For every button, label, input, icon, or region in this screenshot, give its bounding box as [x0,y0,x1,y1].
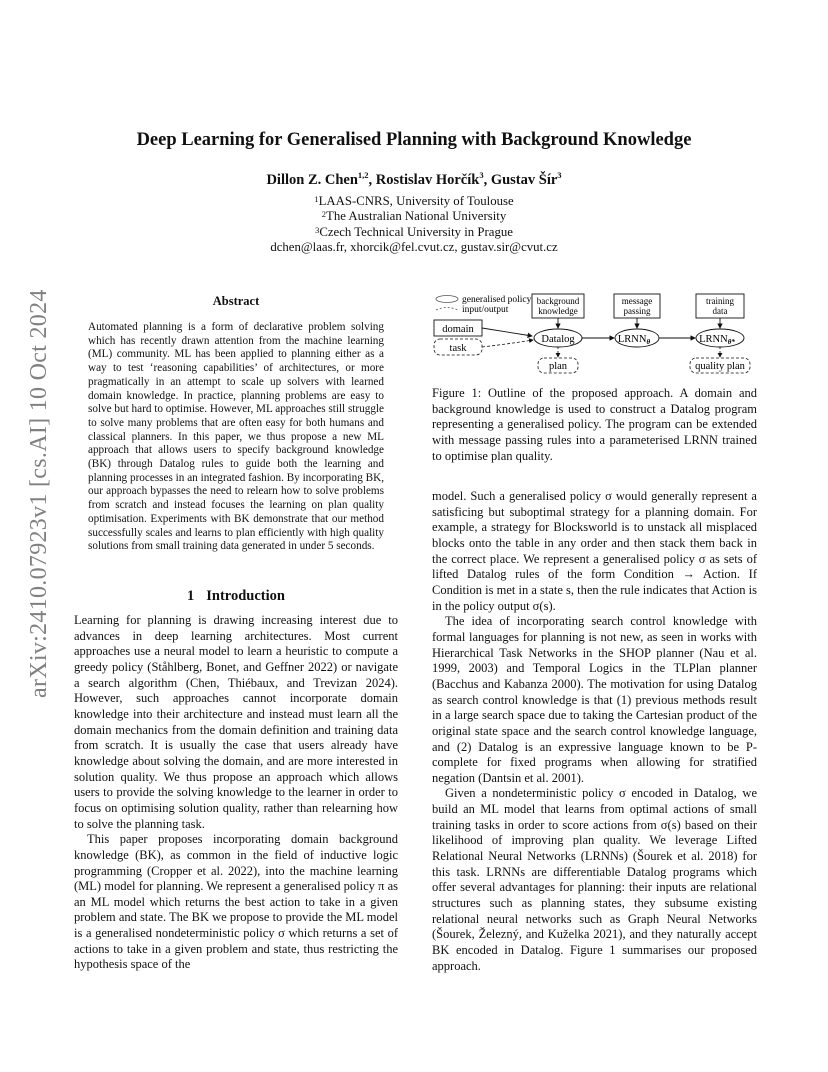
affiliation-line: $^1$LAAS-CNRS, University of Toulouse [314,194,514,208]
author-name: Dillon Z. Chen [266,172,358,188]
plan-label: plan [548,361,568,372]
affiliation-line: $^2$The Australian National University [321,209,507,224]
affiliation-line: $^3$Czech Technical University in Prague [315,224,513,239]
author-list: Dillon Z. Chen$^{1,2}$, Rostislav Horčík$^3$, Gustav Šír$^3$ [266,170,562,188]
author-affil-sup: 3 [479,170,484,180]
author-emails: dchen@laas.fr, xhorcik@fel.cvut.cz, gustav.sir@cvut.cz [270,239,558,254]
svg-text:background: background [536,296,580,306]
abstract-body: Automated planning is a form of declarative problem solving which has recently drawn attention from the machine learning (ML) community. ML has been applied to planning either as a way to test ‘reasoning capabilities’ of architectures, or more pragmatically in an attempt to scale up solvers with learned domain knowledge. In practice, planning problems are easy to solve but hard to optimise. However, ML approaches still struggle to solve many problems that are often easy for both humans and classical planners. In this paper, we thus propose a new ML approach that allows users to specify background knowledge (BK) through Datalog rules to guide both the learning and planning processes in an integrated fashion. By incorporating BK, our approach bypasses the need to relearn how to solve problems from scratch and instead focuses the learning on plan quality optimisation. Experiments with BK demonstrate that our method successfully scales and learns to plan efficiently with high quality solutions from small training data generated in under 5 seconds. [88,321,384,553]
section-heading [74,588,398,605]
datalog-label: Datalog [541,334,575,345]
section-title: Introduction [206,588,285,604]
svg-text:training: training [706,296,734,306]
task-label: task [449,343,467,354]
svg-text:passing: passing [623,306,651,316]
abstract-heading: Abstract [212,294,260,308]
legend-io-label: input/output [462,305,509,315]
arxiv-id: arXiv:2410.07923v1 [cs.AI] 10 Oct 2024 [26,289,52,698]
author-name: Rostislav Horčík [375,172,480,188]
author-name: Gustav Šír [490,172,558,188]
right-column-text [432,489,757,974]
paragraph: The idea of incorporating search control knowledge with formal languages for planning is not new, as seen in works with Hierarchical Task Networks in the SHOP planner (Nau et al. 1999, 2003) and Temporal Logics in the TLPlan planner (Bacchus and Kabanza 2000). The motivation for using Datalog as search control knowledge is that (1) previous methods result in a large search space due to taking the Cartesian product of the original state space and the search control knowledge language, and (2) Datalog is an expressive language known to be P-complete for fixed programs when allowing for stratified negation (Dantsin et al. 2001). [432,614,757,785]
affiliations [70,194,758,255]
lrnn-theta-label: LRNNθ [617,334,651,346]
author-affil-sup: 3 [557,170,562,180]
section-number: 1 [187,588,195,604]
lrnn-theta-star-label: LRNNθ* [699,334,735,346]
paragraph: model. Such a generalised policy σ would generally represent a satisficing but suboptimal strategy for a planning domain. For example, a strategy for Blocksworld is to unstack all misplaced blocks onto the table in any order and then stack them back in the correct place. We represent a generalised policy σ as sets of lifted Datalog rules of the form Condition → Action. If Condition is met in a state s, then the rule indicates that Action is in the policy output σ(s). [432,489,757,613]
legend-policy-icon [436,296,458,303]
quality-plan-label: quality plan [695,361,745,372]
arxiv-stamp [22,289,52,700]
legend-policy-label: generalised policy [462,295,532,305]
domain-label: domain [442,324,474,335]
legend-io-icon [436,308,458,311]
figure-caption: Figure 1: Outline of the proposed approach. A domain and background knowledge is used to construct a Datalog program representing a generalised policy. The program can be extended with message passing rules into a parameterised LRNN trained to optimise plan quality. [432,386,757,463]
paragraph: Given a nondeterministic policy σ encoded in Datalog, we build an ML model that learns from optimal actions of small training tasks in order to score actions from σ(s) based on their likelihood of improving plan quality. We leverage Lifted Relational Neural Networks (LRNNs) (Šourek et al. 2018) for this task. LRNNs are differentiable Datalog programs which offer several advantages for planning: their inputs are relational structures such as planning states, they subsume existing relational neural networks such as Graph Neural Networks (Šourek, Železný, and Kuželka 2021), and they naturally accept BK encoded in Datalog. Figure 1 summarises our proposed approach. [432,786,757,973]
paragraph: Learning for planning is drawing increasing interest due to advances in deep learning architectures. Most current approaches use a neural model to learn a heuristic to compute a greedy policy (Ståhlberg, Bonet, and Geffner 2022) or navigate a search algorithm (Chen, Thiébaux, and Trevizan 2024). However, such approaches cannot incorporate domain knowledge into their architecture and instead must learn all the domain mechanics from the domain definition and training data from scratch. It is usually the case that users already have knowledge about solving the domain, and are more interested in solution quality. We thus propose an approach which allows users to provide the solving knowledge to the learner in order to focus on optimising solution quality, rather than relearning how to solve the planning task. [74,613,398,831]
paper-title: Deep Learning for Generalised Planning with Background Knowledge [136,130,692,150]
svg-text:message: message [621,296,653,306]
svg-text:data: data [712,306,728,316]
figure-1-diagram [430,290,760,380]
author-affil-sup: 1,2 [357,170,369,180]
svg-text:knowledge: knowledge [538,306,578,316]
intro-text [74,613,398,973]
paragraph: This paper proposes incorporating domain background knowledge (BK), as common in the field of inductive logic programming (Cropper et al. 2022), into the machine learning (ML) model for planning. We represent a generalised policy π as an ML model which returns the best action to take in a given problem and state. The BK we propose to provide the ML model is a generalised nondeterministic policy σ which returns a set of actions to take in a given problem and state, thus restricting the hypothesis space of the [74,832,398,972]
